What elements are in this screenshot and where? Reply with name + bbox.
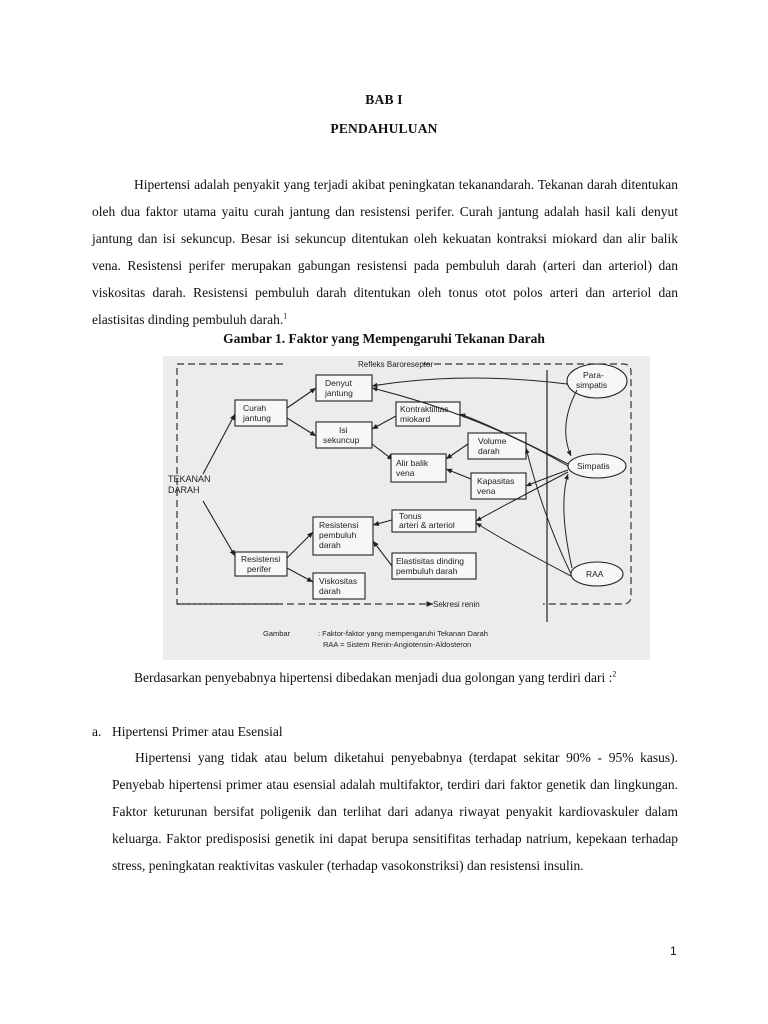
classification-text: Berdasarkan penyebabnya hipertensi dibedakan menjadi dua golongan yang terdiri dari : (134, 670, 613, 685)
list-item-a-heading (92, 718, 283, 745)
footnote-ref-2: 2 (612, 669, 617, 679)
node-elastisitas-2: pembuluh darah (396, 566, 458, 576)
node-kontraktilitas-2: miokard (400, 414, 431, 424)
node-parasimpatis: Para- (583, 370, 604, 380)
node-alir-balik-2: vena (396, 468, 415, 478)
legend-line-2: RAA = Sistem Renin-Angiotensin-Aldosteron (323, 640, 472, 649)
node-kontraktilitas: Kontraktilitas (400, 404, 449, 414)
bottom-loop-label: Sekresi renin (433, 600, 480, 609)
node-raa: RAA (586, 569, 604, 579)
node-kapasitas-vena-2: vena (477, 486, 496, 496)
node-resistensi-pembuluh-3: darah (319, 540, 341, 550)
list-marker-a: a. (92, 724, 102, 739)
node-isi-sekuncup-2: sekuncup (323, 435, 360, 445)
tekanan-darah-label: TEKANAN (168, 474, 211, 484)
node-simpatis: Simpatis (577, 461, 610, 471)
chapter-title: PENDAHULUAN (330, 121, 438, 136)
node-resistensi-perifer: Resistensi (241, 554, 281, 564)
chapter-heading: BAB I (365, 92, 403, 107)
node-resistensi-pembuluh: Resistensi (319, 520, 359, 530)
node-denyut-jantung-2: jantung (325, 388, 353, 398)
node-tonus: Tonus (399, 511, 422, 521)
node-viskositas: Viskositas (319, 576, 358, 586)
node-resistensi-perifer-2: perifer (247, 564, 272, 574)
node-kapasitas-vena: Kapasitas (477, 476, 515, 486)
node-viskositas-2: darah (319, 586, 341, 596)
legend-title: Gambar (263, 629, 291, 638)
classification-paragraph (92, 664, 678, 691)
node-resistensi-pembuluh-2: pembuluh (319, 530, 357, 540)
figure-caption: Gambar 1. Faktor yang Mempengaruhi Tekanan Darah (223, 331, 545, 346)
list-item-a-title: Hipertensi Primer atau Esensial (112, 724, 283, 739)
node-alir-balik: Alir balik (396, 458, 429, 468)
blood-pressure-diagram (163, 356, 650, 660)
node-curah-jantung: Curah (243, 403, 267, 413)
intro-text: Hipertensi adalah penyakit yang terjadi akibat peningkatan tekanandarah. Tekanan darah ditentukan oleh dua faktor utama yaitu curah jantung dan resistensi perifer. Curah jantung adalah hasil kali denyut jantung dan isi sekuncup. Besar isi sekuncup ditentukan oleh kekuatan kontraksi miokard dan alir balik vena. Resistensi perifer merupakan gabungan resistensi pada pembuluh darah (arteri dan arteriol) dan viskositas darah. Resistensi pembuluh darah ditentukan oleh tonus otot polos arteri dan arteriol dan elastisitas dinding pembuluh darah. (92, 177, 678, 327)
footnote-ref: 1 (283, 311, 288, 321)
top-loop-label: Refleks Baroreseptor (358, 360, 434, 369)
intro-paragraph (92, 171, 678, 333)
page-number: 1 (670, 944, 677, 958)
legend-line-1: : Faktor-faktor yang mempengaruhi Tekanan Darah (318, 629, 488, 638)
tekanan-darah-label-2: DARAH (168, 485, 200, 495)
node-denyut-jantung: Denyut (325, 378, 352, 388)
regulator-nodes (567, 364, 627, 586)
primary-hypertension-paragraph: Hipertensi yang tidak atau belum diketahui penyebabnya (terdapat sekitar 90% - 95% kasus). Penyebab hipertensi primer atau esensial adalah multifaktor, terdiri dari faktor genetik dan lingkungan. Faktor keturunan bersifat poligenik dan terlihat dari adanya riwayat penyakit kardiovaskuler dalam keluarga. Faktor predisposisi genetik ini dapat berupa sensitifitas terhadap natrium, kepekaan terhadap stress, peningkatan reaktivitas vaskuler (terhadap vasokonstriksi) dan resistensi insulin. (112, 750, 678, 873)
node-tonus-2: arteri & arteriol (399, 520, 455, 530)
node-parasimpatis-2: simpatis (576, 380, 608, 390)
node-elastisitas: Elastisitas dinding (396, 556, 465, 566)
node-volume-darah-2: darah (478, 446, 500, 456)
node-curah-jantung-2: jantung (243, 413, 271, 423)
node-volume-darah: Volume (478, 436, 507, 446)
node-isi-sekuncup: Isi (339, 425, 348, 435)
